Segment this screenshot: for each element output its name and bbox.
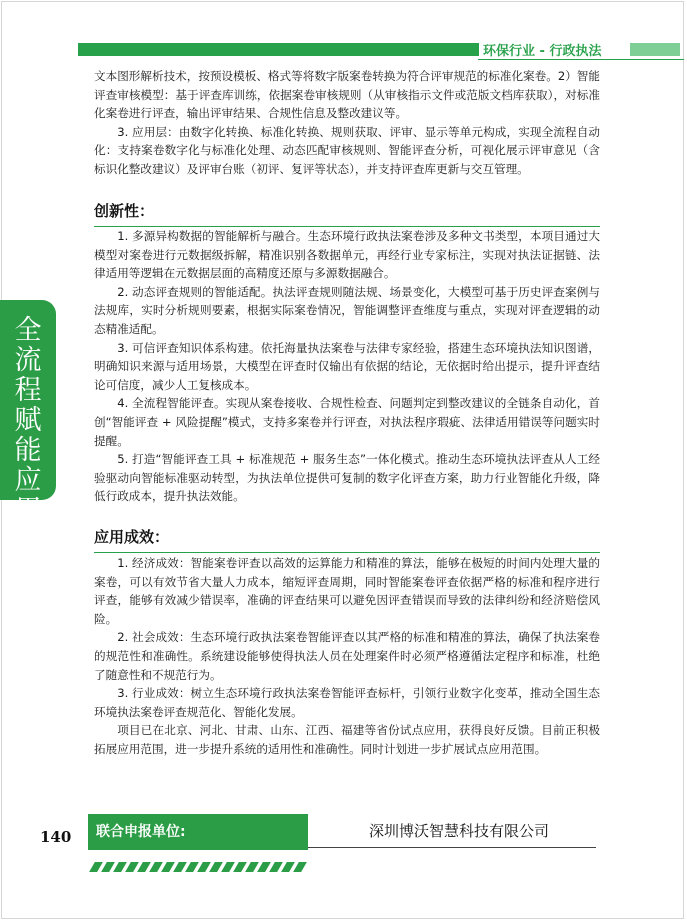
header-accent-bar-right (630, 43, 680, 56)
side-tab (0, 300, 56, 526)
company-name: 深圳博沃智慧科技有限公司 (369, 822, 550, 840)
header-category-label: 环保行业 - 行政执法 (483, 44, 602, 59)
innovation-section (94, 227, 600, 506)
intro-paragraph: 文本图形解析技术，按预设模板、格式等将数字版案卷转换为符合评审规范的标准化案卷。2）智能评查审核模型：基于评查库训练，依据案卷审核规则（从审核指示文件或范版文档库获取），对标准化案卷进行评查，输出评审结果、合规性信息及整改建议等。 (94, 69, 600, 121)
intro-paragraph: 3. 应用层：由数字化转换、标准化转换、规则获取、评审、显示等单元构成，实现全流程自动化：支持案卷数字化与标准化处理、动态匹配审核规则、智能评查分析，可视化展示评审意见（含标识化整改建议）及评审台账（初评、复评等状态），并支持评查库更新与交互管理。 (94, 124, 600, 176)
innovation-item: 4. 全流程智能评查。实现从案卷接收、合规性检查、问题判定到整改建议的全链条自动化，首创“智能评查 + 风险提醒”模式，支持多案卷并行评查，对执法程序瑕疵、法律适用错误等问题实时提醒。 (94, 396, 600, 448)
section-divider (94, 552, 600, 553)
innovation-item: 5. 打造“智能评查工具 + 标准规范 + 服务生态”一体化模式。推动生态环境执法评查从人工经验驱动向智能标准驱动转型，为执法单位提供可复制的数字化评查方案，助力行业智能化升级，降低行政成本，提升执法效能。 (94, 452, 600, 504)
application-title: 应用成效： (94, 528, 170, 546)
innovation-title: 创新性： (94, 202, 155, 220)
innovation-item: 2. 动态评查规则的智能适配。执法评查规则随法规、场景变化，大模型可基于历史评查案例与法规库，实时分析规则要素，根据实际案卷情况，智能调整评查维度与重点，实现对评查逻辑的动态精准适配。 (94, 284, 600, 336)
application-item: 1. 经济成效：智能案卷评查以高效的运算能力和精准的算法，能够在极短的时间内处理大量的案卷，可以有效节省大量人力成本，缩短评查周期，同时智能案卷评查依据严格的标准和程序进行评查，能够有效减少错误率，准确的评查结果可以避免因评查错误而导致的法律纠纷和经济赔偿风险。 (94, 556, 600, 626)
page-number: 140 (40, 828, 72, 846)
header-underline (478, 59, 684, 60)
intro-section (94, 67, 600, 179)
header-accent-bar (78, 43, 479, 56)
innovation-item: 3. 可信评查知识体系构建。依托海量执法案卷与法律专家经验，搭建生态环境执法知识图谱，明确知识来源与适用场景，大模型在评查时仅输出有依据的结论，无依据时给出提示，提升评查结论可信度，减少人工复核成本。 (94, 340, 600, 392)
footer-dash-row (88, 862, 308, 872)
innovation-item: 1. 多源异构数据的智能解析与融合。生态环境行政执法案卷涉及多种文书类型，本项目通过大模型对案卷进行元数据级拆解，精准识别各数据单元，再经行业专家标注，实现对执法证据链、法律适用等逻辑在元数据层面的高精度还原与多源数据融合。 (94, 229, 600, 281)
footer-label: 联合申报单位: (96, 824, 186, 840)
footer-dash (293, 862, 307, 872)
application-item: 2. 社会成效：生态环境行政执法案卷智能评查以其严格的标准和精准的算法，确保了执法案卷的规范性和准确性。系统建设能够使得执法人员在处理案件时必须严格遵循法定程序和标准，杜绝了随意性和不规范行为。 (94, 630, 600, 682)
application-item: 项目已在北京、河北、甘肃、山东、江西、福建等省份试点应用，获得良好反馈。目前正积极拓展应用范围，进一步提升系统的适用性和准确性。同时计划进一步扩展试点应用范围。 (94, 723, 600, 756)
application-section (94, 554, 600, 759)
application-item: 3. 行业成效：树立生态环境行政执法案卷智能评查标杆，引领行业数字化变革，推动全国生态环境执法案卷评查规范化、智能化发展。 (94, 686, 600, 719)
footer-underline (308, 847, 596, 848)
side-tab-text: 全流程赋能应用 (14, 315, 42, 526)
